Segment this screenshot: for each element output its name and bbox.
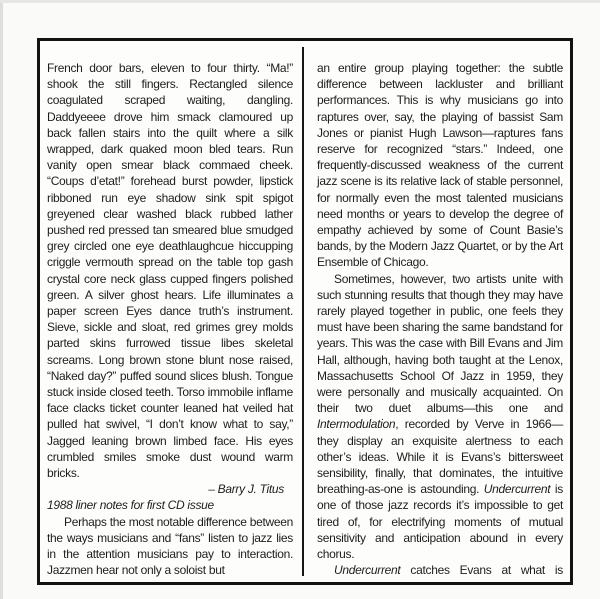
paragraph-text: catches Evans at what is xyxy=(400,563,563,578)
paragraph-text: , recorded by Verve in 1966—they display an exquisite alertness to each other’s ideas. While it is Evans’s bittersweet sensibility, finally, that dominates, the intuitive breathing-as-one is astounding. xyxy=(317,417,563,497)
paragraph-text: Sometimes, however, two artists unite with such stunning results that though they may have rarely played together in public, one feels they must have been sharing the same bandstand for years. This was the case with Bill Evans and Jim Hall, although, having both taught at the Lenox, Massachusetts School Of Jazz in 1959, they were personally and musically acquainted. On their two duet albums—this one and xyxy=(317,271,563,416)
album-title-intermodulation: Intermodulation xyxy=(317,417,396,432)
essay-paragraph-1-continued: an entire group playing together: the subtle difference between lackluster and brilliant performances. This is why musicians go into raptures over, say, the playing of bassist Sam Jones or pianist Hugh Lawson—raptures fans reserve for recognized “stars.” Indeed, one frequently-discussed weakness of the current jazz scene is its relative lack of stable personnel, for normally even the most talented musicians need months or years to develop the degree of empathy achieved by some of Count Basie’s bands, by the Modern Jazz Quartet, or by the Art Ensemble of Chicago. xyxy=(317,61,563,270)
essay-paragraph-2 xyxy=(317,271,563,563)
essay-paragraph-1: Perhaps the most notable difference between the ways musicians and “fans” listen to jazz lies in the attention musicians pay to interaction. Jazzmen hear not only a soloist but xyxy=(47,514,293,578)
album-title-undercurrent: Undercurrent xyxy=(334,563,401,578)
column-divider xyxy=(302,47,304,576)
liner-notes-caption: 1988 liner notes for first CD issue xyxy=(47,498,214,513)
page-frame xyxy=(37,38,573,585)
left-column xyxy=(47,60,293,579)
album-title-undercurrent: Undercurrent xyxy=(483,482,551,497)
right-column xyxy=(317,60,563,579)
prose-poem-paragraph: French door bars, eleven to four thirty. “Ma!” shook the still fingers. Rectangled silence coagulated scraped waiting, dangling. Daddyeeee drove him smack clamoured up back fallen stairs into the quilt where a silk wrapped, dark quaked moon bled tears. Run vanity open smear black commaed cheek. “Coups d’etat!” forehead burst powder, lipstick ribboned run eye shadow sink spit spigot greyened clear washed black rubbed lather pushed red pressed tan smeared blue smudged grey circled one eye deathlaughcue hiccupping criggle vermouth spread on the table top gash crystal core neck glass cupped fingers polished green. A silver ghost hears. Life illuminates a paper screen Eyes dance truth’s instrument. Sieve, sickle and sloat, red grimes grey molds parted skins furrowed tissue libes skeletal screams. Long brown stone blunt nose raised, “Naked day?” puffed sound slices blush. Tongue stuck inside closed teeth. Torso immobile inflame face clacks ticket counter leaned hat veiled hat pulled hat swivel, “I don’t know what to say,” Jagged leaning brown limbed face. His eyes crumbled smiles smoke dust wound warm bricks. xyxy=(47,61,293,481)
paragraph-text: is one of those jazz records it’s impossible to get tired of, for electrifying moments of mutual sensitivity and anticipation abound in every chorus. xyxy=(317,482,563,562)
author-attribution: – Barry J. Titus xyxy=(208,482,284,497)
scan-edge-top xyxy=(0,0,600,3)
essay-paragraph-3 xyxy=(317,562,563,578)
scan-edge-left xyxy=(0,0,3,599)
